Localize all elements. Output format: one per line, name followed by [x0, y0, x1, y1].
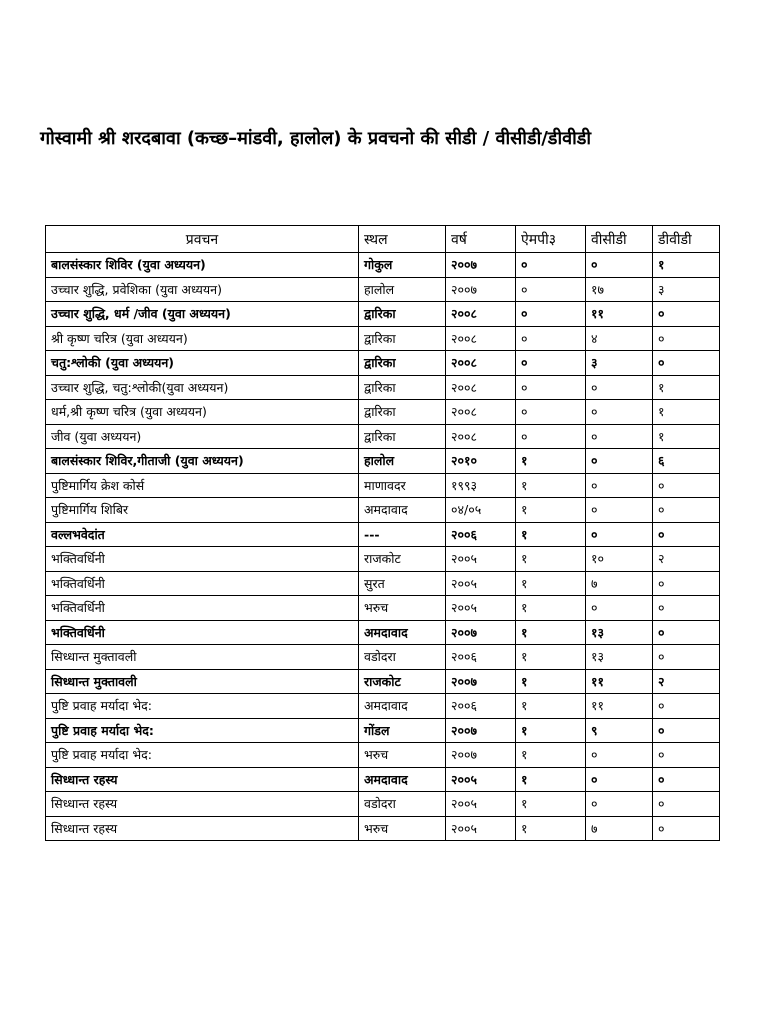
mp3-cell: १: [516, 792, 586, 817]
sthal-cell: भरुच: [359, 596, 446, 621]
dvd-cell: ०: [653, 767, 720, 792]
vcd-cell: १०: [586, 547, 653, 572]
dvd-cell: २: [653, 669, 720, 694]
table-row: [46, 694, 720, 719]
sthal-cell: गोकुल: [359, 253, 446, 278]
sthal-cell: गोंडल: [359, 718, 446, 743]
table-row: [46, 792, 720, 817]
sthal-cell: अमदावाद: [359, 767, 446, 792]
dvd-cell: ०: [653, 473, 720, 498]
sthal-cell: ---: [359, 522, 446, 547]
sthal-cell: वडोदरा: [359, 645, 446, 670]
mp3-cell: १: [516, 743, 586, 768]
vcd-cell: ०: [586, 424, 653, 449]
varsh-cell: २००७: [446, 718, 516, 743]
sthal-cell: द्वारिका: [359, 351, 446, 376]
mp3-cell: १: [516, 718, 586, 743]
table-row: [46, 253, 720, 278]
mp3-cell: १: [516, 498, 586, 523]
sthal-cell: अमदावाद: [359, 498, 446, 523]
varsh-cell: २००५: [446, 547, 516, 572]
dvd-cell: ०: [653, 351, 720, 376]
vcd-cell: ३: [586, 351, 653, 376]
sthal-cell: माणावदर: [359, 473, 446, 498]
vcd-cell: १३: [586, 620, 653, 645]
dvd-cell: ०: [653, 743, 720, 768]
header-cell: डीवीडी: [653, 226, 720, 253]
varsh-cell: २००८: [446, 424, 516, 449]
vcd-cell: ०: [586, 522, 653, 547]
header-cell: वीसीडी: [586, 226, 653, 253]
pravachan-cell: सिध्धान्त रहस्य: [46, 767, 359, 792]
table-row: [46, 816, 720, 841]
sthal-cell: द्वारिका: [359, 302, 446, 327]
vcd-cell: ०: [586, 253, 653, 278]
dvd-cell: ०: [653, 596, 720, 621]
pravachan-cell: वल्लभवेदांत: [46, 522, 359, 547]
mp3-cell: १: [516, 645, 586, 670]
pravachan-cell: उच्चार शुद्धि, धर्म /जीव (युवा अध्ययन): [46, 302, 359, 327]
vcd-cell: १३: [586, 645, 653, 670]
pravachan-cell: श्री कृष्ण चरित्र (युवा अध्ययन): [46, 326, 359, 351]
mp3-cell: १: [516, 522, 586, 547]
mp3-cell: १: [516, 547, 586, 572]
vcd-cell: ९: [586, 718, 653, 743]
table-header-row: [46, 226, 720, 253]
vcd-cell: ११: [586, 694, 653, 719]
dvd-cell: ०: [653, 718, 720, 743]
varsh-cell: २००७: [446, 253, 516, 278]
vcd-cell: ७: [586, 816, 653, 841]
mp3-cell: ०: [516, 375, 586, 400]
table-row: [46, 522, 720, 547]
vcd-cell: ०: [586, 498, 653, 523]
sthal-cell: भरुच: [359, 816, 446, 841]
mp3-cell: १: [516, 571, 586, 596]
table-row: [46, 596, 720, 621]
dvd-cell: ०: [653, 645, 720, 670]
sthal-cell: सुरत: [359, 571, 446, 596]
sthal-cell: द्वारिका: [359, 424, 446, 449]
varsh-cell: २००८: [446, 375, 516, 400]
table-row: [46, 424, 720, 449]
header-cell: स्थल: [359, 226, 446, 253]
dvd-cell: १: [653, 400, 720, 425]
table-row: [46, 351, 720, 376]
header-cell: वर्ष: [446, 226, 516, 253]
header-cell: ऐमपी३: [516, 226, 586, 253]
sthal-cell: अमदावाद: [359, 694, 446, 719]
sthal-cell: हालोल: [359, 449, 446, 474]
mp3-cell: १: [516, 473, 586, 498]
mp3-cell: १: [516, 669, 586, 694]
varsh-cell: २००७: [446, 277, 516, 302]
pravachan-cell: पुष्टिमार्गिय शिबिर: [46, 498, 359, 523]
table-row: [46, 767, 720, 792]
dvd-cell: ०: [653, 792, 720, 817]
dvd-cell: ०: [653, 816, 720, 841]
pravachan-cell: बालसंस्कार शिविर,गीताजी (युवा अध्ययन): [46, 449, 359, 474]
mp3-cell: १: [516, 449, 586, 474]
dvd-cell: ०: [653, 522, 720, 547]
dvd-cell: ०: [653, 302, 720, 327]
sthal-cell: राजकोट: [359, 669, 446, 694]
dvd-cell: १: [653, 253, 720, 278]
sthal-cell: द्वारिका: [359, 326, 446, 351]
vcd-cell: १७: [586, 277, 653, 302]
pravachan-cell: भक्तिवर्धिनी: [46, 547, 359, 572]
table-row: [46, 571, 720, 596]
mp3-cell: ०: [516, 351, 586, 376]
varsh-cell: २००६: [446, 645, 516, 670]
mp3-cell: १: [516, 596, 586, 621]
dvd-cell: ३: [653, 277, 720, 302]
table-row: [46, 277, 720, 302]
table-row: [46, 473, 720, 498]
sthal-cell: भरुच: [359, 743, 446, 768]
pravachan-cell: बालसंस्कार शिविर (युवा अध्ययन): [46, 253, 359, 278]
dvd-cell: ०: [653, 571, 720, 596]
table-row: [46, 375, 720, 400]
page-title: गोस्वामी श्री शरदबावा (कच्छ–मांडवी, हालोल) के प्रवचनो की सीडी / वीसीडी/डीवीडी: [40, 128, 592, 149]
pravachan-cell: जीव (युवा अध्ययन): [46, 424, 359, 449]
mp3-cell: १: [516, 694, 586, 719]
pravachan-cell: भक्तिवर्धिनी: [46, 596, 359, 621]
table-row: [46, 400, 720, 425]
table-row: [46, 302, 720, 327]
dvd-cell: १: [653, 375, 720, 400]
varsh-cell: २०१०: [446, 449, 516, 474]
varsh-cell: २००५: [446, 596, 516, 621]
vcd-cell: ०: [586, 767, 653, 792]
vcd-cell: ११: [586, 669, 653, 694]
pravachan-cell: पुष्टि प्रवाह मर्यादा भेद:: [46, 694, 359, 719]
mp3-cell: १: [516, 767, 586, 792]
vcd-cell: ०: [586, 449, 653, 474]
dvd-cell: ०: [653, 620, 720, 645]
varsh-cell: २००७: [446, 620, 516, 645]
pravachan-cell: पुष्टि प्रवाह मर्यादा भेद:: [46, 743, 359, 768]
vcd-cell: ०: [586, 375, 653, 400]
pravachan-cell: सिध्धान्त मुक्तावली: [46, 645, 359, 670]
dvd-cell: ०: [653, 694, 720, 719]
varsh-cell: २००७: [446, 743, 516, 768]
sthal-cell: द्वारिका: [359, 375, 446, 400]
pravachan-cell: भक्तिवर्धिनी: [46, 620, 359, 645]
table-row: [46, 326, 720, 351]
vcd-cell: ११: [586, 302, 653, 327]
header-cell: प्रवचन: [46, 226, 359, 253]
table-row: [46, 645, 720, 670]
mp3-cell: ०: [516, 400, 586, 425]
dvd-cell: ०: [653, 498, 720, 523]
mp3-cell: १: [516, 620, 586, 645]
dvd-cell: ६: [653, 449, 720, 474]
varsh-cell: २००५: [446, 816, 516, 841]
sthal-cell: अमदावाद: [359, 620, 446, 645]
pravachan-cell: उच्चार शुद्धि, प्रवेशिका (युवा अध्ययन): [46, 277, 359, 302]
table-row: [46, 449, 720, 474]
varsh-cell: २००५: [446, 571, 516, 596]
table-row: [46, 669, 720, 694]
pravachan-cell: चतु:श्लोकी (युवा अध्ययन): [46, 351, 359, 376]
pravachan-cell: धर्म,श्री कृष्ण चरित्र (युवा अध्ययन): [46, 400, 359, 425]
table-row: [46, 718, 720, 743]
vcd-cell: ०: [586, 792, 653, 817]
varsh-cell: २००८: [446, 351, 516, 376]
sthal-cell: द्वारिका: [359, 400, 446, 425]
varsh-cell: २००५: [446, 767, 516, 792]
sthal-cell: हालोल: [359, 277, 446, 302]
mp3-cell: ०: [516, 277, 586, 302]
sthal-cell: वडोदरा: [359, 792, 446, 817]
mp3-cell: ०: [516, 326, 586, 351]
table-row: [46, 498, 720, 523]
varsh-cell: २००८: [446, 326, 516, 351]
vcd-cell: ०: [586, 400, 653, 425]
recordings-table: [45, 225, 720, 841]
pravachan-cell: पुष्टिमार्गिय क्रेश कोर्स: [46, 473, 359, 498]
pravachan-cell: पुष्टि प्रवाह मर्यादा भेद:: [46, 718, 359, 743]
table-row: [46, 620, 720, 645]
pravachan-cell: भक्तिवर्धिनी: [46, 571, 359, 596]
sthal-cell: राजकोट: [359, 547, 446, 572]
varsh-cell: २००८: [446, 302, 516, 327]
vcd-cell: ०: [586, 596, 653, 621]
pravachan-cell: सिध्धान्त मुक्तावली: [46, 669, 359, 694]
mp3-cell: ०: [516, 253, 586, 278]
dvd-cell: १: [653, 424, 720, 449]
table-row: [46, 743, 720, 768]
vcd-cell: ०: [586, 473, 653, 498]
mp3-cell: ०: [516, 302, 586, 327]
varsh-cell: १९९३: [446, 473, 516, 498]
pravachan-cell: सिध्धान्त रहस्य: [46, 816, 359, 841]
varsh-cell: २००५: [446, 792, 516, 817]
mp3-cell: ०: [516, 424, 586, 449]
varsh-cell: २००६: [446, 694, 516, 719]
dvd-cell: २: [653, 547, 720, 572]
dvd-cell: ०: [653, 326, 720, 351]
vcd-cell: ०: [586, 743, 653, 768]
mp3-cell: १: [516, 816, 586, 841]
table-row: [46, 547, 720, 572]
varsh-cell: २००७: [446, 669, 516, 694]
vcd-cell: ४: [586, 326, 653, 351]
vcd-cell: ७: [586, 571, 653, 596]
varsh-cell: २००८: [446, 400, 516, 425]
pravachan-cell: उच्चार शुद्धि, चतु:श्लोकी(युवा अध्ययन): [46, 375, 359, 400]
varsh-cell: २००६: [446, 522, 516, 547]
varsh-cell: ०४/०५: [446, 498, 516, 523]
pravachan-cell: सिध्धान्त रहस्य: [46, 792, 359, 817]
